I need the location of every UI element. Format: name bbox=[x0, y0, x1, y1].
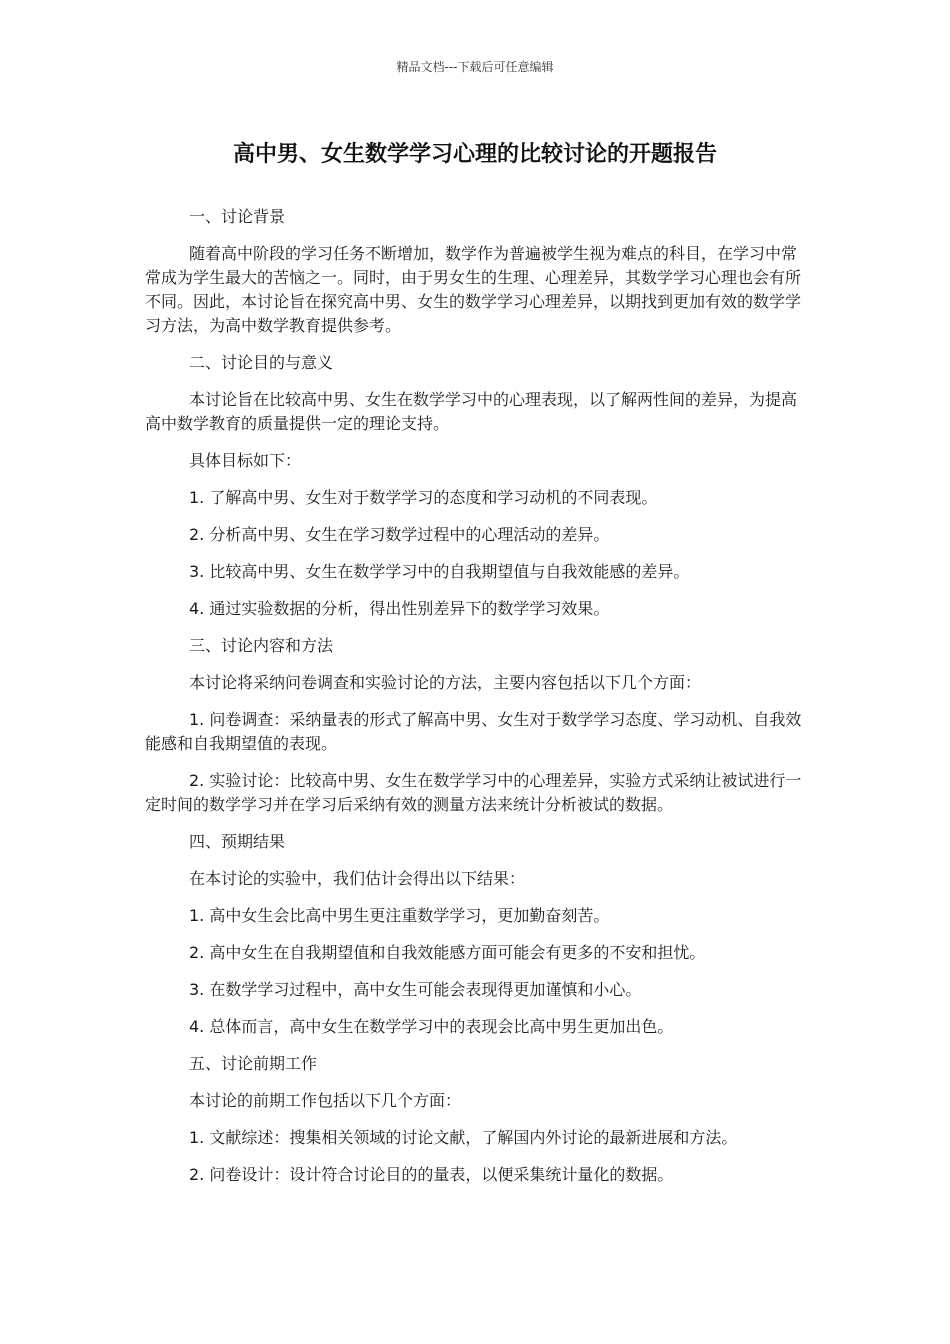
section-heading-purpose: 二、讨论目的与意义 bbox=[189, 353, 334, 372]
document-body bbox=[145, 205, 805, 1200]
section-heading-preliminary-work: 五、讨论前期工作 bbox=[189, 1054, 318, 1073]
section-heading-background: 一、讨论背景 bbox=[189, 207, 286, 226]
work-item-2: 2. 问卷设计：设计符合讨论目的的量表，以便采集统计量化的数据。 bbox=[189, 1165, 674, 1184]
paragraph-results-intro: 在本讨论的实验中，我们估计会得出以下结果： bbox=[189, 869, 526, 888]
result-item-4: 4. 总体而言，高中女生在数学学习中的表现会比高中男生更加出色。 bbox=[189, 1017, 674, 1036]
result-item-1: 1. 高中女生会比高中男生更注重数学学习，更加勤奋刻苦。 bbox=[189, 906, 610, 925]
work-item-1: 1. 文献综述：搜集相关领域的讨论文献，了解国内外讨论的最新进展和方法。 bbox=[189, 1128, 738, 1147]
method-item-2: 2. 实验讨论：比较高中男、女生在数学学习中的心理差异，实验方式采纳让被试进行一定时间的数学学习并在学习后采纳有效的测量方法来统计分析被试的数据。 bbox=[145, 771, 802, 814]
goal-item-3: 3. 比较高中男、女生在数学学习中的自我期望值与自我效能感的差异。 bbox=[189, 562, 690, 581]
paragraph-preliminary-intro: 本讨论的前期工作包括以下几个方面： bbox=[189, 1091, 462, 1110]
method-item-1: 1. 问卷调查：采纳量表的形式了解高中男、女生对于数学学习态度、学习动机、自我效能感和自我期望值的表现。 bbox=[145, 710, 802, 753]
result-item-2: 2. 高中女生在自我期望值和自我效能感方面可能会有更多的不安和担忧。 bbox=[189, 943, 706, 962]
section-heading-expected-results: 四、预期结果 bbox=[189, 832, 286, 851]
goal-item-2: 2. 分析高中男、女生在学习数学过程中的心理活动的差异。 bbox=[189, 525, 610, 544]
goal-item-1: 1. 了解高中男、女生对于数学学习的态度和学习动机的不同表现。 bbox=[189, 488, 658, 507]
paragraph-background: 随着高中阶段的学习任务不断增加，数学作为普遍被学生视为难点的科目，在学习中常常成为学生最大的苦恼之一。同时，由于男女生的生理、心理差异，其数学学习心理也会有所不同。因此，本讨论旨在探究高中男、女生的数学学习心理差异，以期找到更加有效的数学学习方法，为高中数学教育提供参考。 bbox=[145, 244, 802, 335]
result-item-3: 3. 在数学学习过程中，高中女生可能会表现得更加谨慎和小心。 bbox=[189, 980, 642, 999]
paragraph-methods-intro: 本讨论将采纳问卷调查和实验讨论的方法，主要内容包括以下几个方面： bbox=[189, 673, 702, 692]
section-heading-methods: 三、讨论内容和方法 bbox=[189, 636, 334, 655]
paragraph-purpose: 本讨论旨在比较高中男、女生在数学学习中的心理表现，以了解两性间的差异，为提高高中数学教育的质量提供一定的理论支持。 bbox=[145, 390, 798, 433]
goal-item-4: 4. 通过实验数据的分析，得出性别差异下的数学学习效果。 bbox=[189, 599, 610, 618]
header-note: 精品文档---下载后可任意编辑 bbox=[396, 60, 554, 74]
document-title: 高中男、女生数学学习心理的比较讨论的开题报告 bbox=[232, 142, 717, 167]
paragraph-goals-intro: 具体目标如下： bbox=[189, 451, 302, 470]
